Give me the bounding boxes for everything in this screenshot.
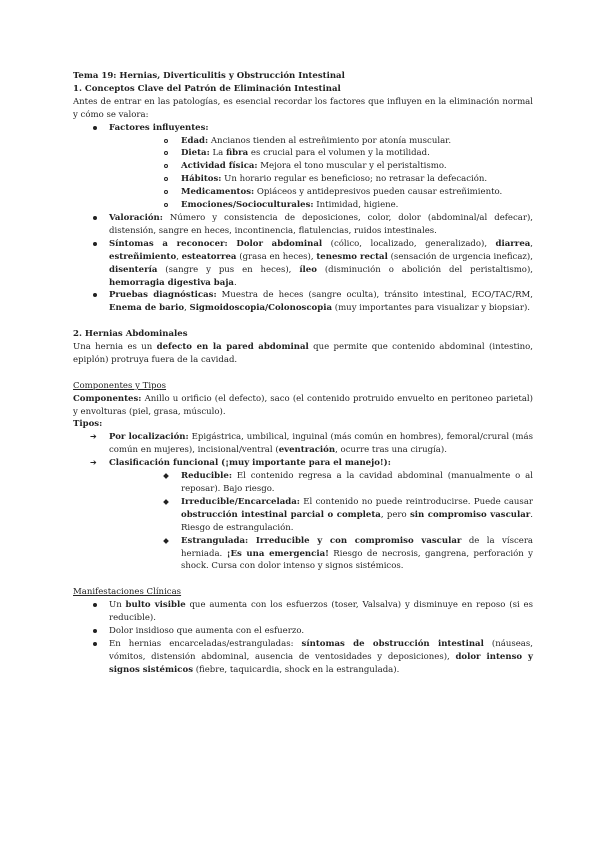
list-item-reducible: Reducible: El contenido regresa a la cavidad abdominal (manualmente o al reposar). Bajo riesgo. (109, 470, 533, 496)
section-2-heading: 2. Hernias Abdominales (73, 329, 188, 340)
tipos-label: Tipos: (73, 419, 103, 430)
arrow-bullet-icon: ➔ (90, 432, 97, 442)
list-item-clasificacion: ➔ Clasificación funcional (¡muy importante para el manejo!): Reducible: El contenido regresa a la cavidad abdominal (manualmente o al reposar). Bajo riesgo. Irreducible/Encarcelada: El contenido no puede reintroducirse. Puede causar obstrucción intestinal parcial o completa, pero sin compromiso vascular. Riesgo de estrangulación. Estrangulada: Irreducible y con compromiso vascular de la víscera herniada. ¡Es una emergencia! Riesgo de necrosis, gangrena, perforación y shock. Cursa con dolor intenso y signos sistémicos. (90, 458, 534, 572)
arrow-bullet-icon: ➔ (90, 458, 97, 468)
diamond-bullet-icon (164, 496, 168, 509)
bullet-icon (93, 625, 97, 638)
list-item-estrangulada: Estrangulada: Irreducible y con compromiso vascular de la víscera herniada. ¡Es una emergencia! Riesgo de necrosis, gangrena, perforación y shock. Cursa con dolor intenso y signos sistémicos. (109, 535, 533, 574)
list-item-sintomas: Síntomas a reconocer: Dolor abdominal (cólico, localizado, generalizado), diarrea, estreñimiento, esteatorrea (grasa en heces), tenesmo rectal (sensación de urgencia ineficaz), disentería (sangre y pus en heces), íleo (disminución o abolición del peristaltismo), hemorragia digestiva baja. (73, 238, 533, 290)
list-item-medicamentos: Medicamentos: Opiáceos y antidepresivos pueden causar estreñimiento. (109, 186, 533, 199)
list-item-emociones: Emociones/Socioculturales: Intimidad, higiene. (109, 199, 533, 212)
section-2-intro: Una hernia es un defecto en la pared abdominal que permite que contenido abdominal (intestino, epiplón) protruya fuera de la cavidad. (73, 342, 533, 365)
circle-bullet-icon (164, 173, 168, 186)
list-item-dolor: Dolor insidioso que aumenta con el esfuerzo. (73, 625, 533, 638)
bullet-icon (93, 238, 97, 251)
list-item-factores: Factores influyentes: Edad: Ancianos tienden al estreñimiento por atonía muscular. Dieta: La fibra es crucial para el volumen y la motilidad. Actividad física: Mejora el tono muscular y el peristaltismo. Hábitos: Un horario regular es beneficioso; no retrasar la defecación. Medicamentos: Opiáceos y antidepresivos pueden causar estreñimiento. Emociones/Socioculturales: Intimidad, higiene. (73, 122, 533, 212)
componentes-tipos-heading: Componentes y Tipos (73, 380, 167, 391)
circle-bullet-icon (164, 135, 168, 148)
bullet-icon (93, 289, 97, 302)
bullet-icon (93, 122, 97, 135)
section-1-intro: Antes de entrar en las patologías, es esencial recordar los factores que influyen en la eliminación normal y cómo se valora: (73, 96, 533, 120)
list-item-pruebas: Pruebas diagnósticas: Muestra de heces (sangre oculta), tránsito intestinal, ECO/TAC/RM, Enema de bario, Sigmoidoscopia/Colonoscopia (muy importantes para visualizar y biopsiar). (73, 289, 533, 315)
manifestaciones-heading: Manifestaciones Clínicas (73, 587, 182, 598)
document-page (73, 70, 533, 677)
list-item-valoracion: Valoración: Número y consistencia de deposiciones, color, dolor (abdominal/al defecar), distensión, sangre en heces, incontinencia, flatulencias, ruidos intestinales. (73, 212, 533, 238)
list-item-habitos: Hábitos: Un horario regular es beneficioso; no retrasar la defecación. (109, 173, 533, 186)
list-item-actividad: Actividad física: Mejora el tono muscular y el peristaltismo. (109, 160, 533, 173)
componentes-paragraph: Componentes: Anillo u orificio (el defecto), saco (el contenido protruido envuelto en peritoneo parietal) y envolturas (piel, grasa, músculo). (73, 393, 533, 417)
section-1-heading: 1. Conceptos Clave del Patrón de Eliminación Intestinal (73, 83, 341, 94)
bullet-icon (93, 599, 97, 612)
manifestaciones-list (73, 599, 533, 676)
circle-bullet-icon (164, 147, 168, 160)
circle-bullet-icon (164, 199, 168, 212)
factores-sublist (109, 135, 533, 212)
section-1-list (73, 122, 533, 316)
circle-bullet-icon (164, 186, 168, 199)
list-item-localizacion: ➔ Por localización: Epigástrica, umbilical, inguinal (más común en hombres), femoral/crural (más común en mujeres), incisional/ventral (eventración, ocurre tras una cirugía). (90, 432, 533, 456)
bullet-icon (93, 638, 97, 651)
diamond-bullet-icon (164, 470, 168, 483)
clasificacion-sublist (109, 470, 533, 573)
document-title: Tema 19: Hernias, Diverticulitis y Obstrucción Intestinal (73, 71, 345, 81)
list-item-irreducible: Irreducible/Encarcelada: El contenido no puede reintroducirse. Puede causar obstrucción intestinal parcial o completa, pero sin compromiso vascular. Riesgo de estrangulación. (109, 496, 533, 535)
bullet-icon (93, 212, 97, 225)
list-item-edad: Edad: Ancianos tienden al estreñimiento por atonía muscular. (109, 135, 533, 148)
diamond-bullet-icon (164, 535, 168, 548)
list-item-dieta: Dieta: La fibra es crucial para el volumen y la motilidad. (109, 147, 533, 160)
list-item-encarceladas: En hernias encarceladas/estranguladas: síntomas de obstrucción intestinal (náuseas, vómitos, distensión abdominal, ausencia de ventosidades y deposiciones), dolor intenso y signos sistémicos (fiebre, taquicardia, shock en la estrangulada). (73, 638, 533, 677)
list-item-bulto: Un bulto visible que aumenta con los esfuerzos (toser, Valsalva) y disminuye en reposo (si es reducible). (73, 599, 533, 625)
circle-bullet-icon (164, 160, 168, 173)
tipos-list (73, 431, 533, 573)
